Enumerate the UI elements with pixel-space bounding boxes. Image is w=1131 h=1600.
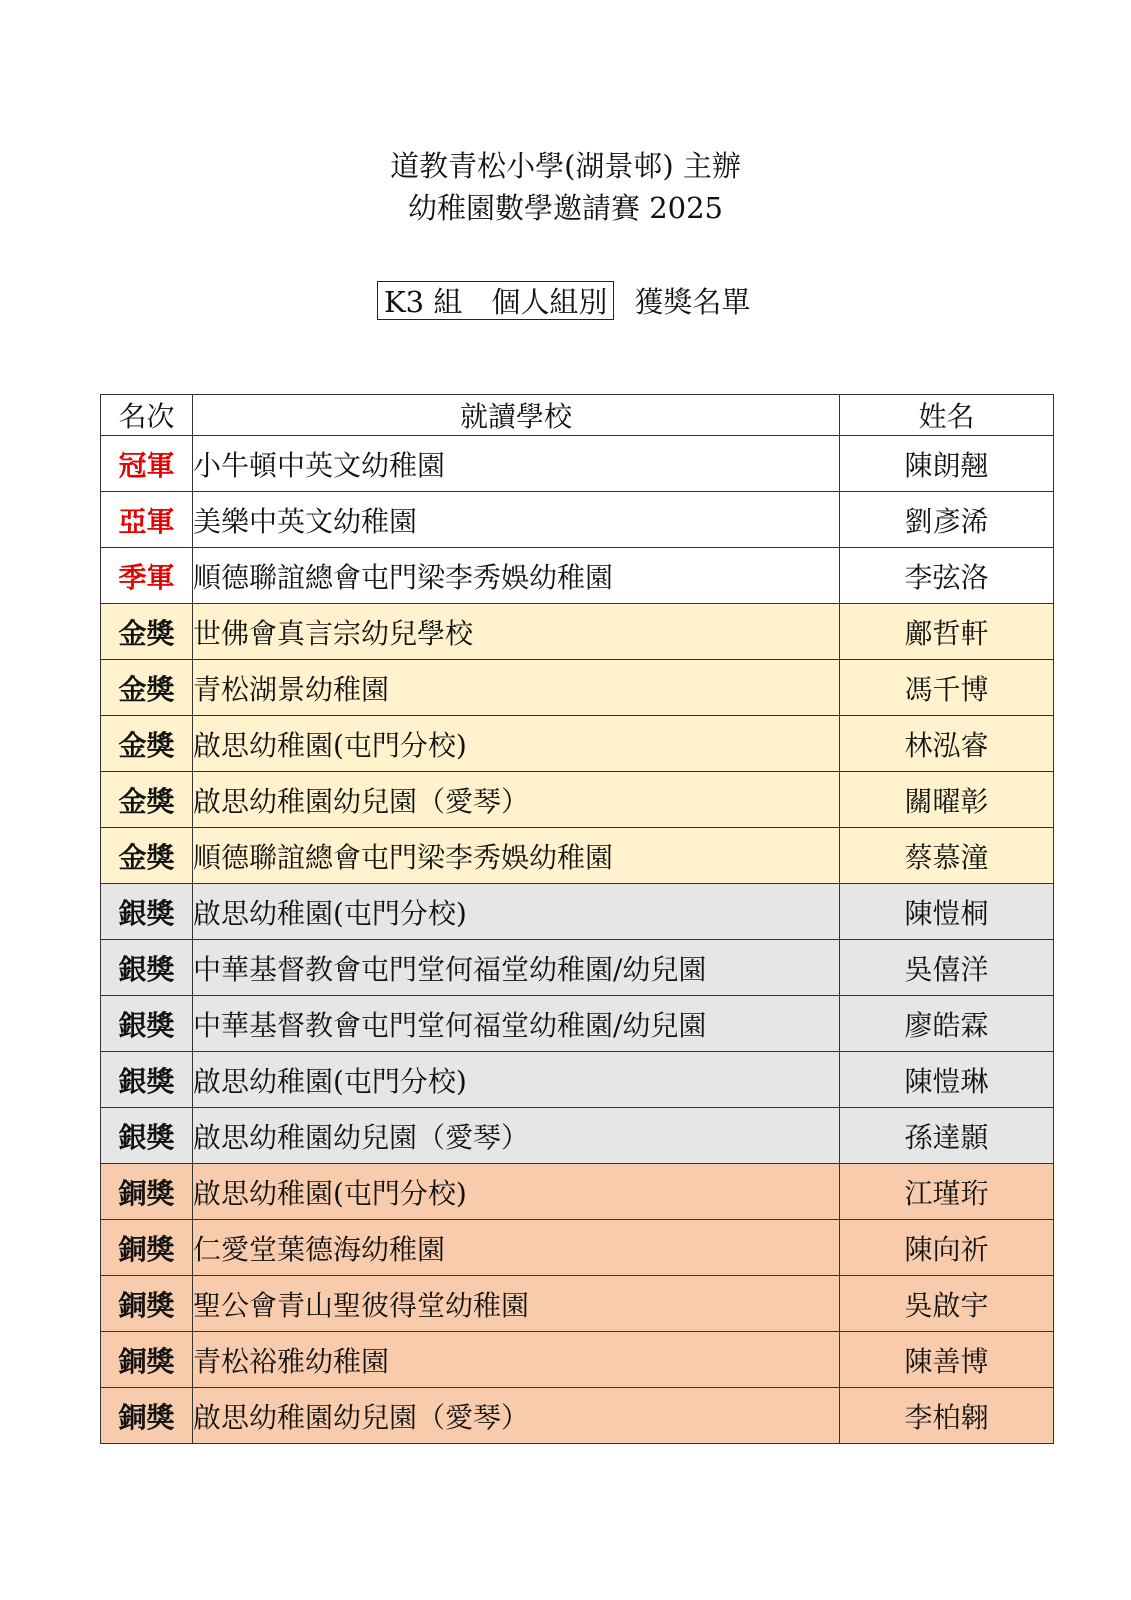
- student-name-cell: 劉彥浠: [840, 492, 1054, 548]
- table-row: [101, 1276, 1054, 1332]
- school-cell: 青松裕雅幼稚園: [193, 1332, 840, 1388]
- rank-cell: 季軍: [101, 548, 193, 604]
- school-cell: 小牛頓中英文幼稚園: [193, 436, 840, 492]
- student-name-cell: 江瑾珩: [840, 1164, 1054, 1220]
- award-table: [100, 394, 1054, 1444]
- table-row: [101, 660, 1054, 716]
- table-row: [101, 1220, 1054, 1276]
- award-list-title: 獲獎名單: [634, 284, 751, 319]
- school-cell: 聖公會青山聖彼得堂幼稚園: [193, 1276, 840, 1332]
- rank-cell: 金獎: [101, 660, 193, 716]
- table-row: [101, 1108, 1054, 1164]
- competition-title: 幼稚園數學邀請賽 2025: [407, 191, 724, 225]
- student-name-cell: 林泓睿: [840, 716, 1054, 772]
- student-name-cell: 鄺哲軒: [840, 604, 1054, 660]
- table-row: [101, 548, 1054, 604]
- table-row: [101, 1388, 1054, 1444]
- rank-cell: 銅獎: [101, 1332, 193, 1388]
- rank-cell: 亞軍: [101, 492, 193, 548]
- student-name-cell: 陳善博: [840, 1332, 1054, 1388]
- rank-cell: 金獎: [101, 604, 193, 660]
- group-label-box: K3 組 個人組別: [377, 281, 614, 320]
- rank-cell: 銀獎: [101, 1052, 193, 1108]
- table-row: [101, 1332, 1054, 1388]
- student-name-cell: 陳朗翹: [840, 436, 1054, 492]
- rank-cell: 銅獎: [101, 1220, 193, 1276]
- table-row: [101, 716, 1054, 772]
- school-cell: 美樂中英文幼稚園: [193, 492, 840, 548]
- school-cell: 順德聯誼總會屯門梁李秀娛幼稚園: [193, 548, 840, 604]
- award-list-subtitle: [377, 280, 750, 320]
- student-name-cell: 關曜彰: [840, 772, 1054, 828]
- school-cell: 啟思幼稚園(屯門分校): [193, 1164, 840, 1220]
- rank-cell: 冠軍: [101, 436, 193, 492]
- rank-cell: 銀獎: [101, 940, 193, 996]
- school-cell: 啟思幼稚園(屯門分校): [193, 1052, 840, 1108]
- school-cell: 啟思幼稚園幼兒園（愛琴）: [193, 1108, 840, 1164]
- table-row: [101, 492, 1054, 548]
- school-cell: 啟思幼稚園(屯門分校): [193, 884, 840, 940]
- table-row: [101, 604, 1054, 660]
- student-name-cell: 李柏翱: [840, 1388, 1054, 1444]
- rank-cell: 金獎: [101, 772, 193, 828]
- school-cell: 順德聯誼總會屯門梁李秀娛幼稚園: [193, 828, 840, 884]
- header-name: 姓名: [840, 395, 1054, 436]
- school-cell: 世佛會真言宗幼兒學校: [193, 604, 840, 660]
- table-row: [101, 436, 1054, 492]
- table-row: [101, 884, 1054, 940]
- rank-cell: 金獎: [101, 716, 193, 772]
- header-school: 就讀學校: [193, 395, 840, 436]
- table-header-row: [101, 395, 1054, 436]
- rank-cell: 銅獎: [101, 1164, 193, 1220]
- table-row: [101, 1052, 1054, 1108]
- school-cell: 啟思幼稚園幼兒園（愛琴）: [193, 1388, 840, 1444]
- table-row: [101, 996, 1054, 1052]
- table-row: [101, 772, 1054, 828]
- school-cell: 仁愛堂葉德海幼稚園: [193, 1220, 840, 1276]
- table-row: [101, 828, 1054, 884]
- student-name-cell: 陳愷桐: [840, 884, 1054, 940]
- school-cell: 中華基督教會屯門堂何福堂幼稚園/幼兒園: [193, 940, 840, 996]
- rank-cell: 銀獎: [101, 1108, 193, 1164]
- rank-cell: 銀獎: [101, 996, 193, 1052]
- student-name-cell: 李弦洛: [840, 548, 1054, 604]
- student-name-cell: 陳向祈: [840, 1220, 1054, 1276]
- rank-cell: 金獎: [101, 828, 193, 884]
- school-cell: 青松湖景幼稚園: [193, 660, 840, 716]
- student-name-cell: 吳啟宇: [840, 1276, 1054, 1332]
- table-row: [101, 940, 1054, 996]
- school-cell: 中華基督教會屯門堂何福堂幼稚園/幼兒園: [193, 996, 840, 1052]
- student-name-cell: 孫達顥: [840, 1108, 1054, 1164]
- student-name-cell: 陳愷琳: [840, 1052, 1054, 1108]
- rank-cell: 銅獎: [101, 1276, 193, 1332]
- rank-cell: 銅獎: [101, 1388, 193, 1444]
- student-name-cell: 蔡慕潼: [840, 828, 1054, 884]
- table-row: [101, 1164, 1054, 1220]
- rank-cell: 銀獎: [101, 884, 193, 940]
- student-name-cell: 馮千博: [840, 660, 1054, 716]
- award-table-body: [101, 436, 1054, 1444]
- student-name-cell: 廖皓霖: [840, 996, 1054, 1052]
- school-cell: 啟思幼稚園幼兒園（愛琴）: [193, 772, 840, 828]
- organizer-line: 道教青松小學(湖景邨) 主辦: [390, 149, 741, 183]
- student-name-cell: 吳僖洋: [840, 940, 1054, 996]
- header-rank: 名次: [101, 395, 193, 436]
- school-cell: 啟思幼稚園(屯門分校): [193, 716, 840, 772]
